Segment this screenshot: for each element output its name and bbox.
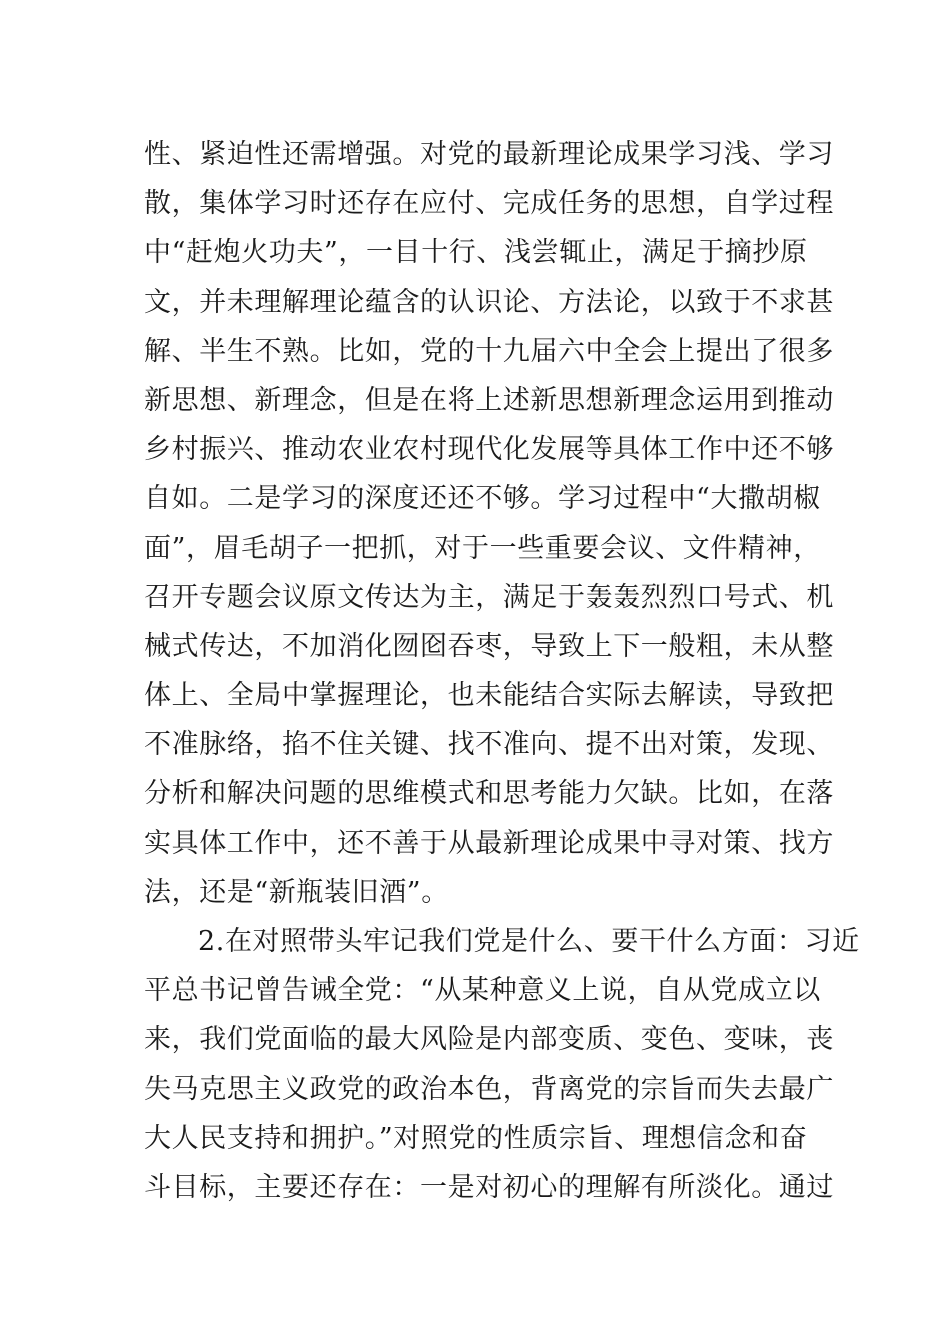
body-text bbox=[144, 130, 860, 1212]
paragraph-start-line: 2.在对照带头牢记我们党是什么、要干什么方面：习近 bbox=[198, 926, 860, 957]
text-line: 乡村振兴、推动农业农村现代化发展等具体工作中还不够 bbox=[144, 434, 834, 466]
text-line: 文，并未理解理论蕴含的认识论、方法论，以致于不求甚 bbox=[144, 286, 834, 318]
text-line: 新思想、新理念，但是在将上述新思想新理念运用到推动 bbox=[144, 384, 834, 416]
text-line: 自如。二是学习的深度还还不够。学习过程中“大撒胡椒 bbox=[144, 483, 821, 515]
text-line: 不准脉络，掐不住关键、找不准向、提不出对策，发现、 bbox=[144, 729, 834, 761]
text-line: 平总书记曾告诫全党：“从某种意义上说，自从党成立以 bbox=[144, 975, 821, 1007]
text-line: 面”，眉毛胡子一把抓，对于一些重要会议、文件精神， bbox=[144, 532, 821, 564]
text-line: 中“赶炮火功夫”，一目十行、浅尝辄止，满足于摘抄原 bbox=[144, 237, 808, 269]
text-line: 斗目标，主要还存在：一是对初心的理解有所淡化。通过 bbox=[144, 1171, 834, 1203]
text-line: 召开专题会议原文传达为主，满足于轰轰烈烈口号式、机 bbox=[144, 581, 834, 613]
text-line: 性、紧迫性还需增强。对党的最新理论成果学习浅、学习 bbox=[144, 139, 834, 170]
text-line: 失马克思主义政党的政治本色，背离党的宗旨而失去最广 bbox=[144, 1073, 834, 1105]
text-line: 大人民支持和拥护。”对照党的性质宗旨、理想信念和奋 bbox=[144, 1122, 808, 1154]
text-line: 散，集体学习时还存在应付、完成任务的思想，自学过程 bbox=[144, 188, 834, 220]
text-line: 解、半生不熟。比如，党的十九届六中全会上提出了很多 bbox=[144, 335, 834, 367]
text-line: 法，还是“新瓶装旧酒”。 bbox=[144, 876, 449, 908]
text-line: 实具体工作中，还不善于从最新理论成果中寻对策、找方 bbox=[144, 827, 834, 859]
text-line: 分析和解决问题的思维模式和思考能力欠缺。比如，在落 bbox=[144, 778, 834, 810]
text-line: 体上、全局中掌握理论，也未能结合实际去解读，导致把 bbox=[144, 680, 834, 712]
text-line: 械式传达，不加消化囫囵吞枣，导致上下一般粗，未从整 bbox=[144, 630, 834, 662]
text-line: 来，我们党面临的最大风险是内部变质、变色、变味，丧 bbox=[144, 1024, 834, 1056]
